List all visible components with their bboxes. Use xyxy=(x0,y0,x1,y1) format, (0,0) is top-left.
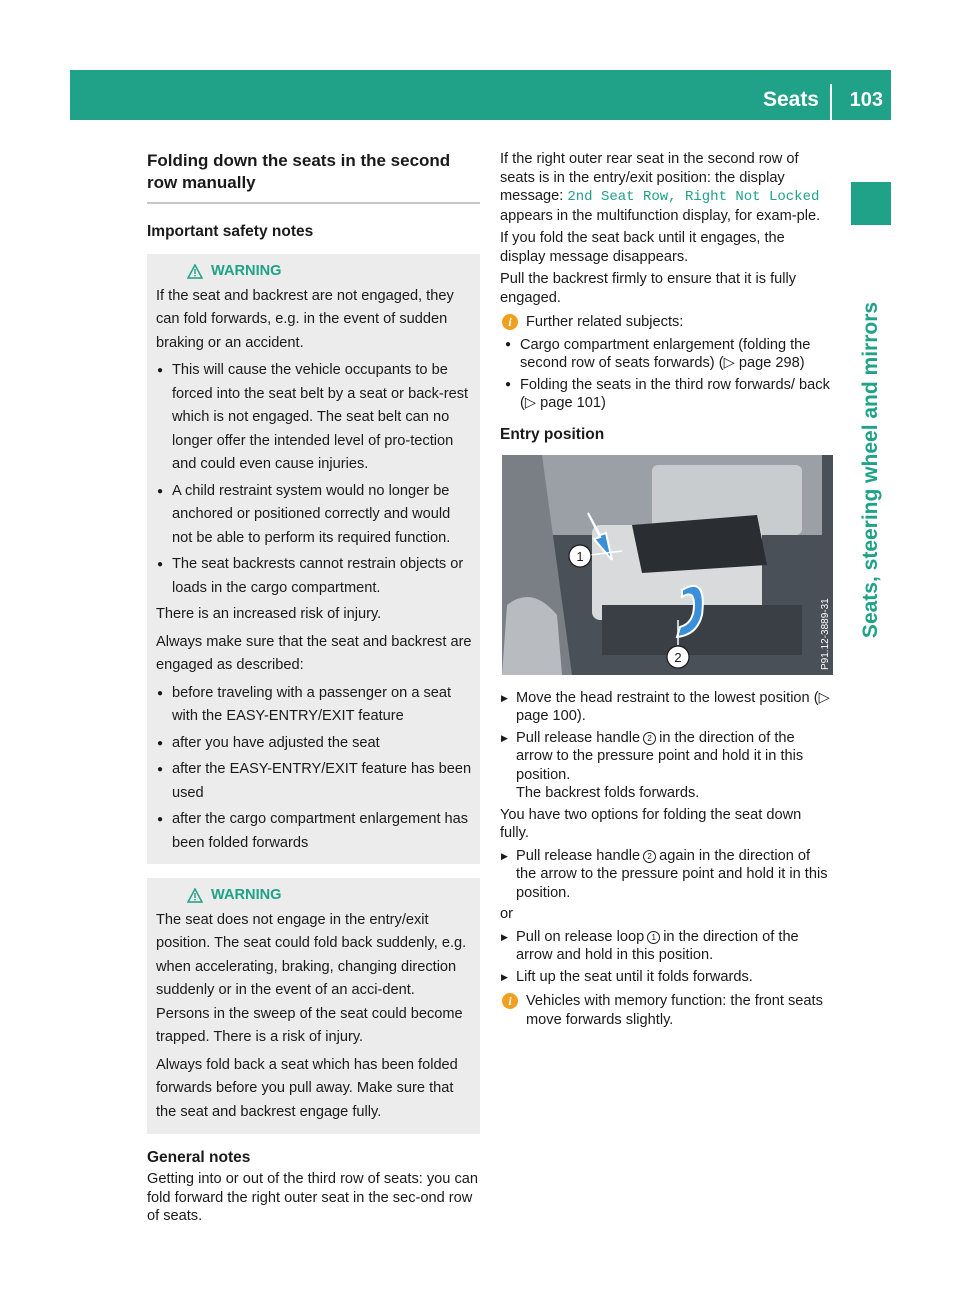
paragraph: If you fold the seat back until it engages, the display message disappears. xyxy=(500,230,785,265)
warning-box-2 xyxy=(147,878,480,1134)
warning-title xyxy=(156,886,472,905)
side-chapter-text: Seats, steering wheel and mirrors xyxy=(859,301,882,639)
step-result: The backrest folds forwards. xyxy=(516,785,700,801)
step-text: again in the direction of the arrow to the pressure point and hold it in this position. xyxy=(516,847,828,901)
step-text: in the direction of the arrow to the pressure point and hold it in this position. xyxy=(516,729,804,783)
paragraph-text: If the right outer rear seat in the second row of seats is in the entry/exit position: the display message: xyxy=(500,151,799,204)
warning-box-1 xyxy=(147,254,480,864)
step-text: Pull on release loop xyxy=(516,928,645,945)
warning-title xyxy=(156,262,472,281)
list-item: ● Folding the seats in the third row forwards/ back (▷ page 101) xyxy=(504,376,833,413)
callout-1-label: 1 xyxy=(576,548,584,564)
paragraph: Pull the backrest firmly to ensure that it is fully engaged. xyxy=(500,271,797,306)
general-heading: General notes xyxy=(147,1149,251,1166)
general-text: Getting into or out of the third row of seats: you can fold forward the right outer seat in the sec-ond row of seats. xyxy=(147,1171,478,1224)
warning-icon xyxy=(187,888,203,903)
risk-text: There is an increased risk of injury. xyxy=(156,606,382,622)
step-text: Pull release handle xyxy=(516,847,641,864)
list-item: ● Cargo compartment enlargement (folding the second row of seats forwards) (▷ page 298) xyxy=(504,336,833,373)
left-column xyxy=(147,150,480,1230)
side-chapter-label xyxy=(851,235,891,705)
right-column xyxy=(500,150,833,1033)
info-note xyxy=(500,313,833,332)
step-text: Pull release handle xyxy=(516,729,641,746)
step-item xyxy=(500,847,833,903)
list-item: ● The seat backrests cannot restrain objects or loads in the cargo compartment. xyxy=(156,553,472,600)
warning-icon xyxy=(187,264,203,279)
step-item: ▶ Lift up the seat until it folds forwards. xyxy=(500,968,833,987)
figure-code: P91.12-3889-31 xyxy=(820,597,831,670)
step-text: in the direction of the arrow and hold in this position. xyxy=(516,928,799,963)
list-item: ● after the cargo compartment enlargement has been folded forwards xyxy=(156,808,472,855)
list-item: ● after the EASY-ENTRY/EXIT feature has been used xyxy=(156,758,472,805)
title-rule xyxy=(147,202,480,204)
info-icon: i xyxy=(502,314,518,330)
list-item: ● A child restraint system would no longer be anchored or positioned correctly and would not be able to perform its required function. xyxy=(156,480,472,551)
page-number: 103 xyxy=(849,89,883,111)
safety-heading: Important safety notes xyxy=(147,223,314,240)
info-note xyxy=(500,992,833,1029)
list-item: ● after you have adjusted the seat xyxy=(156,732,472,756)
display-paragraph xyxy=(500,150,833,225)
callout-ref: 2 xyxy=(643,850,656,863)
page-title: Folding down the seats in the second row manually xyxy=(147,151,451,192)
list-item: ● This will cause the vehicle occupants to be forced into the seat belt by a seat or back-rest which is not engaged. The seat belt can no longer offer the intended level of pro-tection and could even cause injuries. xyxy=(156,359,472,477)
entry-heading: Entry position xyxy=(500,425,605,443)
info-text: Vehicles with memory function: the front seats move forwards slightly. xyxy=(526,993,823,1028)
callout-ref: 2 xyxy=(643,732,656,745)
warning-intro: If the seat and backrest are not engaged, they can fold forwards, e.g. in the event of sudden braking or an accident. xyxy=(156,287,454,351)
step-item: ▶ Move the head restraint to the lowest position (▷ page 100). xyxy=(500,689,833,726)
display-message: 2nd Seat Row, Right Not Locked xyxy=(567,189,820,205)
step-item xyxy=(500,729,833,803)
side-tab-marker xyxy=(851,182,891,225)
warning-advice: Always fold back a seat which has been folded forwards before you pull away. Make sure that the seat and backrest engage fully. xyxy=(156,1056,458,1120)
warning-label: WARNING xyxy=(211,887,282,903)
paragraph-text: appears in the multifunction display, for exam-ple. xyxy=(500,207,821,224)
header-divider xyxy=(830,84,832,120)
warning-label: WARNING xyxy=(211,263,282,279)
step-item xyxy=(500,928,833,965)
header-bar xyxy=(70,70,891,120)
info-icon: i xyxy=(502,993,518,1009)
seat-figure xyxy=(502,455,833,675)
or-text: or xyxy=(500,906,513,922)
always-text: Always make sure that the seat and backrest are engaged as described: xyxy=(156,633,472,673)
warning-text: The seat does not engage in the entry/exit position. The seat could fold back suddenly, e.g. when accelerating, braking, changing direction suddenly or in the event of an acci-dent. Persons in the sweep of the seat could become trapped. There is a risk of injury. xyxy=(156,911,467,1045)
info-text: Further related subjects: xyxy=(526,314,684,330)
section-title: Seats xyxy=(762,88,819,111)
callout-ref: 1 xyxy=(647,931,660,944)
list-item: ● before traveling with a passenger on a seat with the EASY-ENTRY/EXIT feature xyxy=(156,682,472,729)
callout-2-label: 2 xyxy=(674,649,682,665)
options-text: You have two options for folding the seat down fully. xyxy=(500,806,802,841)
